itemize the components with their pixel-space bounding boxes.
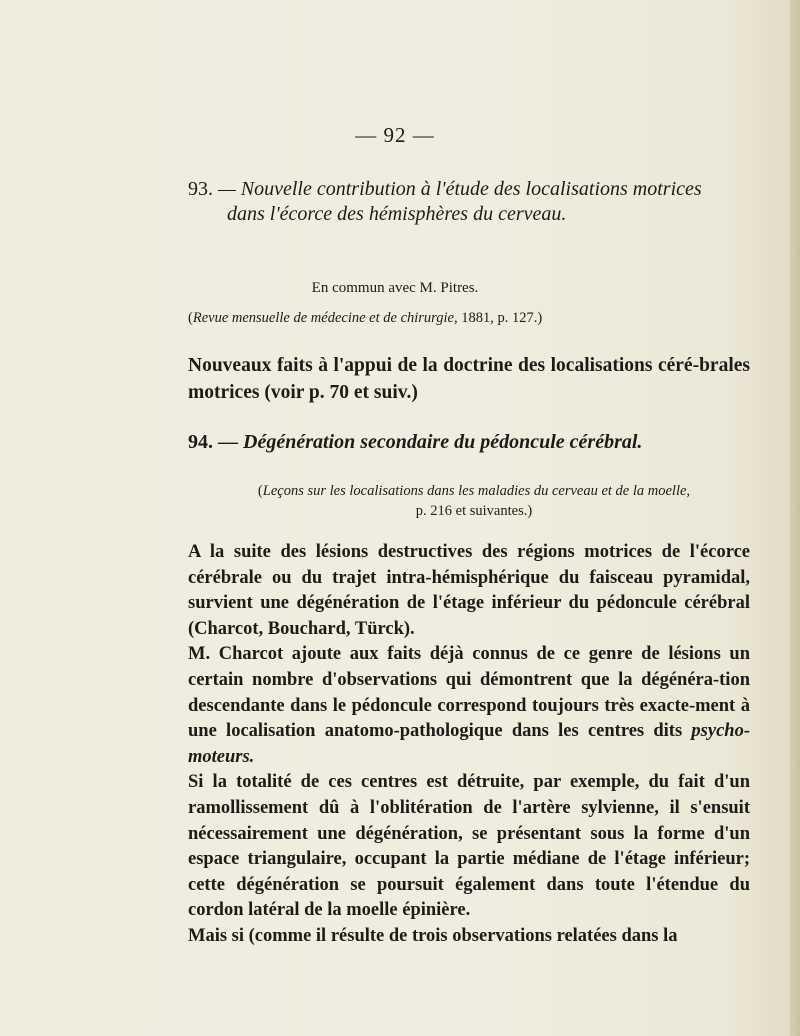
entry-94-source — [188, 481, 760, 521]
page-number: — 92 — — [355, 123, 435, 147]
entry-94-paragraph-2 — [188, 642, 750, 770]
page-edge — [790, 0, 800, 1036]
entry-93-title-line2: dans l'écorce des hémisphères du cerveau. — [227, 203, 567, 225]
entry-93-number: 93. — [188, 178, 213, 200]
entry-94-paragraph-3: Si la totalité de ces centres est détruite, par exemple, du fait d'un ramollissement dû à l'oblitération de l'artère sylvienne, il s'ensuit nécessairement une dégénération, se présentant sous la forme d'un espace triangulaire, occupant la partie médiane de l'étage inférieur; cette dégénération se poursuit également dans toute l'étendue du cordon latéral de la moelle épinière. — [188, 772, 750, 921]
entry-94-number: 94. — [188, 431, 213, 453]
entry-94-body — [188, 540, 750, 950]
entry-94-source-rest: p. 216 et suivantes.) — [415, 503, 533, 519]
entry-93-source-rest: 1881, p. 127.) — [457, 310, 543, 326]
entry-94-paragraph-1: A la suite des lésions destructives des régions motrices de l'écorce cérébrale ou du trajet intra-hémisphérique du faisceau pyramidal, survient une dégénération de l'étage inférieur du pédoncule cérébral (Charcot, Bouchard, Türck). — [188, 542, 750, 639]
entry-94-title — [188, 431, 642, 454]
entry-93-abstract: Nouveaux faits à l'appui de la doctrine des localisations céré-brales motrices (voir p. 70 et suiv.) — [188, 355, 750, 403]
entry-93-source-open: ( — [188, 310, 193, 326]
entry-94-source-title: Leçons sur les localisations dans les maladies du cerveau et de la moelle, — [262, 483, 691, 499]
entry-94-paragraph-2-italic: psycho-moteurs. — [188, 721, 750, 767]
entry-93-collaboration: En commun avec M. Pitres. — [311, 280, 479, 296]
entry-93-title — [188, 176, 748, 203]
entry-94-title-text: Dégénération secondaire du pédoncule cérébral. — [243, 431, 643, 453]
entry-94-dash: — — [213, 431, 243, 453]
entry-94-paragraph-4: Mais si (comme il résulte de trois observations relatées dans la — [188, 925, 678, 946]
entry-93-source — [188, 310, 748, 327]
entry-93-title-line1: — Nouvelle contribution à l'étude des localisations motrices — [218, 178, 702, 200]
entry-94-source-open: ( — [257, 483, 263, 499]
entry-94-paragraph-2-main: M. Charcot ajoute aux faits déjà connus de ce genre de lésions un certain nombre d'observations qui démontrent que la dégénéra-tion descendante dans le pédoncule correspond toujours très exacte-ment à une localisation anatomo-pathologique dans les centres dits — [188, 644, 750, 742]
entry-93-source-journal: Revue mensuelle de médecine et de chirurgie, — [192, 310, 458, 326]
